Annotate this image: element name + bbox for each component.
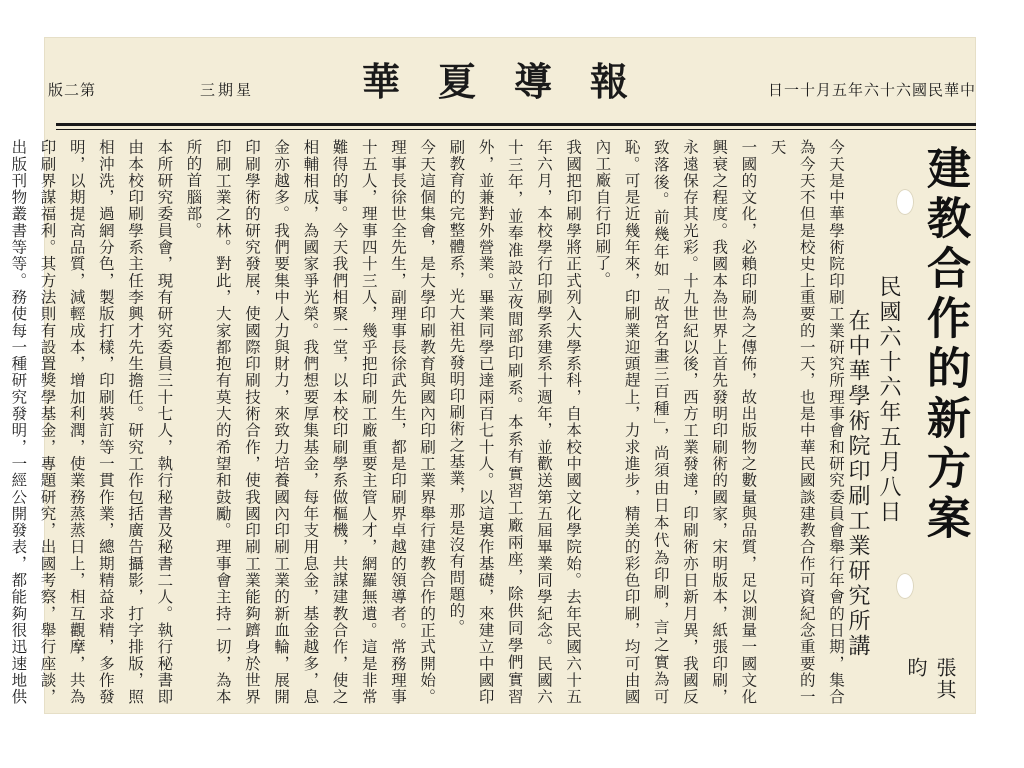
article-dateline: 民國六十六年五月八日	[876, 275, 901, 525]
article-venue: 在中華學術院印刷工業研究所講	[845, 309, 870, 659]
punch-hole	[896, 189, 914, 215]
paragraph: 我國把印刷學將正式列入大學系科，自本校中國文化學院始。去年民國六十五年六月，本校學行印刷學系建系十週年，並歡送第五屆畢業同學紀念。民國六十三年，並奉准設立夜間部印刷系。本系有實習工廠兩座，除供同學們實習外，並兼對外營業。畢業同學已達兩百七十人。以這裏作基礎，來建立中國印刷教育的完整體系，光大祖先發明印刷術之基業，那是沒有問題的。	[447, 139, 583, 705]
masthead-rule-thin	[56, 129, 976, 130]
page-number: 版二第	[48, 81, 97, 99]
article-author: 張其昀	[904, 657, 957, 701]
paragraph: 今天是中華學術院印刷工業研究所理事會和研究委員會舉行年會的日期，集合為今天不但是校史上重要的一天，也是中華民國談建教合作可資紀念重要的一天	[768, 139, 845, 705]
article-body	[9, 139, 850, 705]
article-title: 建教合作的新方案	[919, 145, 970, 545]
paragraph: 今天這個集會，是大學印刷教育與國內印刷工業界舉行建教合作的正式開始。理事長徐世全先生，副理事長徐武先生，都是印刷界卓越的領導者。常務理事十五人，理事四十三人，幾乎把印刷工廠重要主管人才，網羅無遺。這是非常難得的事。今天我們相聚一堂，以本校印刷學系做樞機，共謀建教合作，使之相輔相成，為國家爭光榮。我們想要厚集基金，每年支用息金，基金越多，息金亦越多。我們要集中人力與財力，來致力培養國內印刷工業的新血輪，展開印刷學術的研究發展，使國際印刷技術合作，使我國印刷工業能夠躋身於世界印刷工業之林。對此，大家都抱有莫大的希望和鼓勵。理事會主持一切，為本所的首腦部。	[184, 139, 437, 705]
masthead	[44, 37, 976, 127]
newspaper-clipping	[9, 37, 976, 714]
paragraph: 本所研究委員會，現有研究委員三十七人，執行秘書及秘書二人。執行秘書即由本校印刷學系主任李興才先生擔任。研究工作包括廣告攝影，打字排版，照相沖洗，過網分色，製版打樣，印刷裝訂等一貫作業，總期精益求精，多作發明，以期提高品質，減輕成本，增加利潤，使業務蒸蒸日上，相互觀摩，共為印刷界謀福利。其方法則有設置獎學基金，專題研究，出國考察，舉行座談，出版刊物叢書等等。務使每一種研究發明，一經公開發表，都能夠很迅速地供	[9, 139, 174, 705]
weekday: 三期星	[200, 81, 255, 99]
issue-date: 日一十月五年六十六國民華中	[767, 81, 976, 99]
newspaper-name: 華夏導報	[362, 59, 667, 104]
paragraph: 一國的文化，必賴印刷為之傳佈，故出版物之數量與品質，足以測量一國文化興衰之程度。我國本為世界上首先發明印刷術的國家，宋明版本，紙張印刷，永遠保存其光彩。十九世紀以後，西方工業發達，印刷術亦日新月異，我國反致落後。前幾年如「故宮名畫三百種」，尚須由日本代為印刷，言之實為可恥。可是近幾年來，印刷業迎頭趕上，力求進步，精美的彩色印刷，均可由國內工廠自行印刷了。	[593, 139, 758, 705]
masthead-rule	[56, 123, 976, 126]
punch-hole	[896, 573, 914, 599]
